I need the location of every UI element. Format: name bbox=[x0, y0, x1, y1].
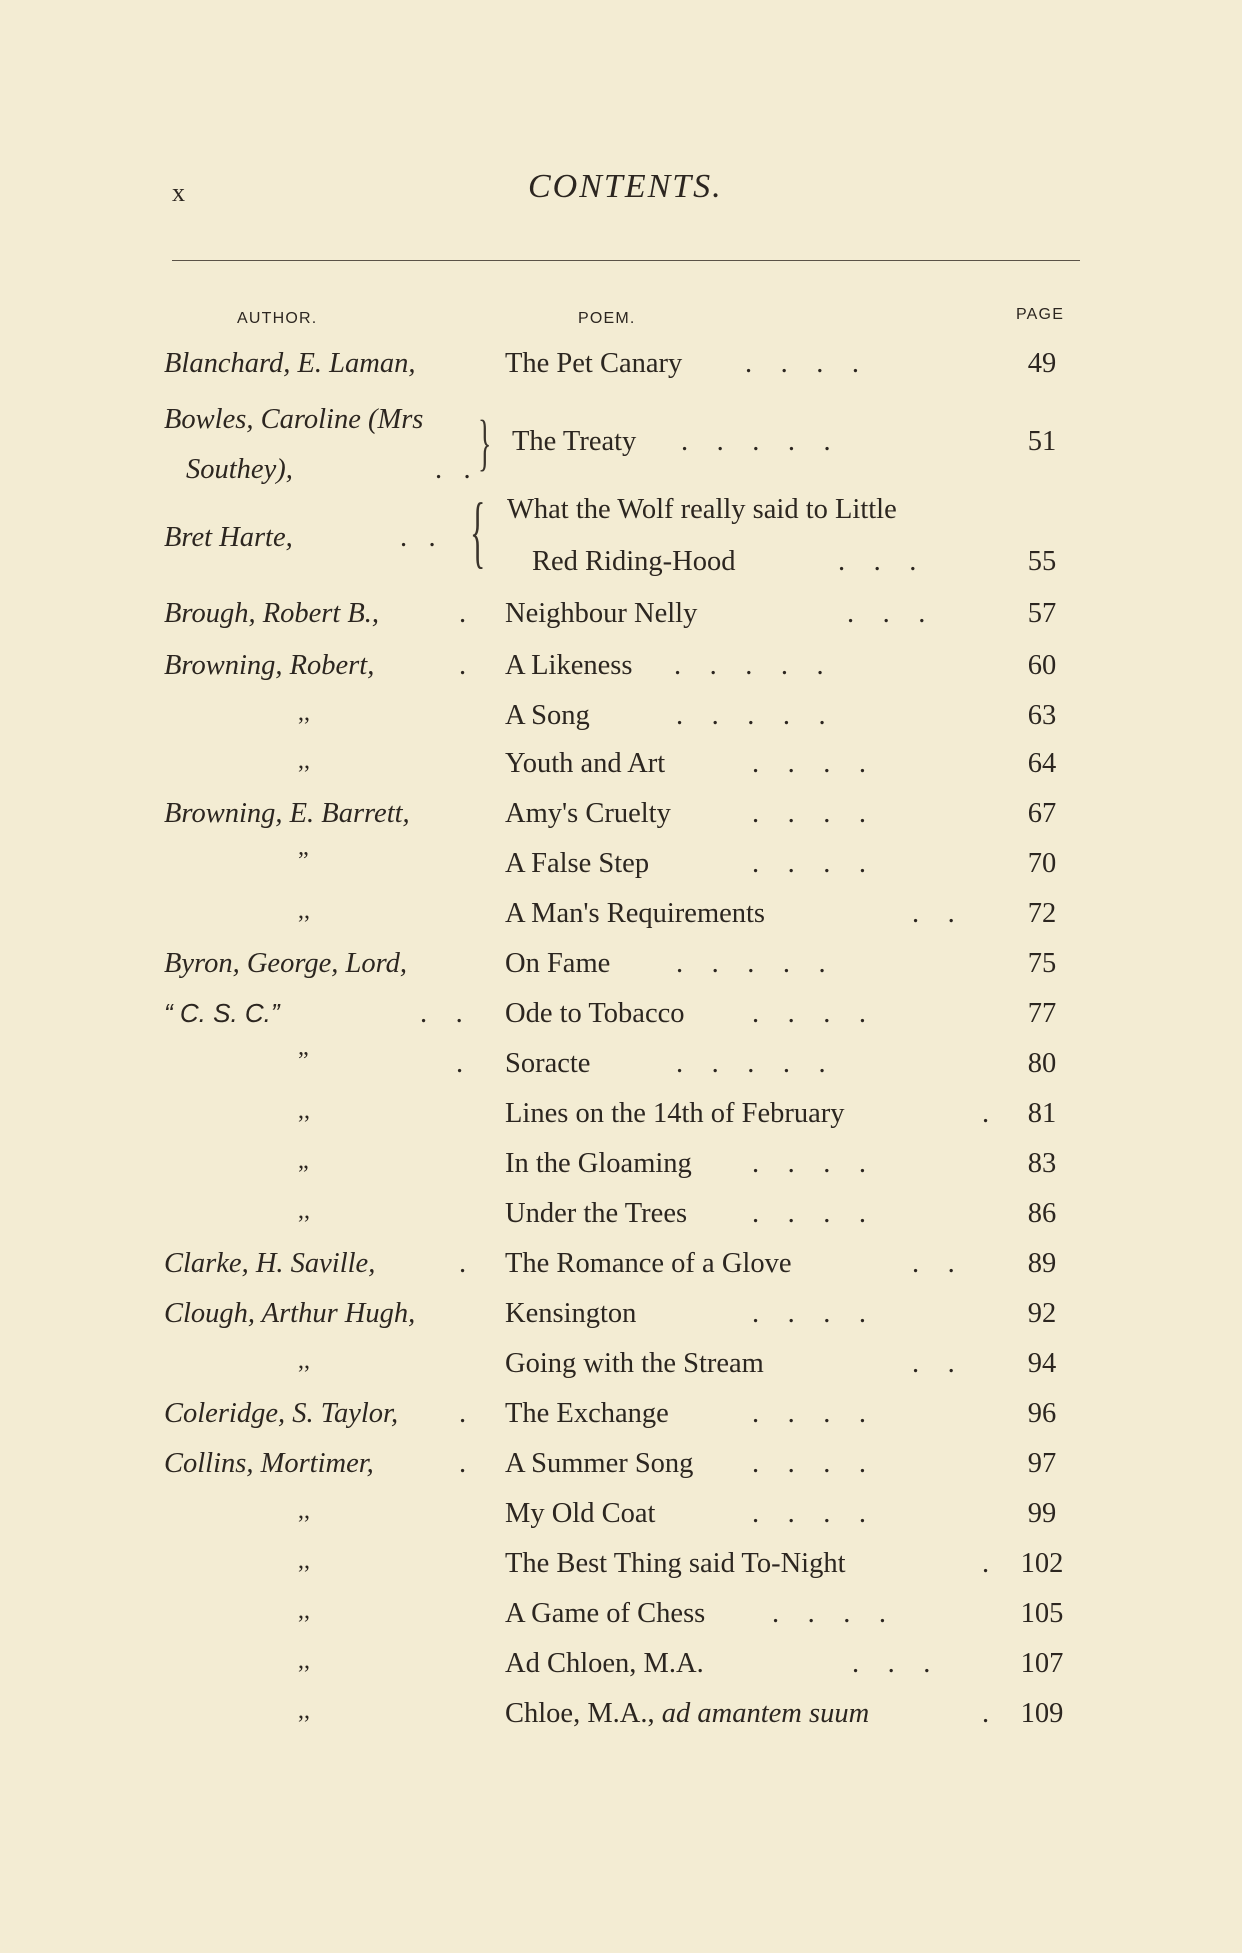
entry-poem bbox=[505, 1698, 869, 1730]
leader-dots: . . . . bbox=[772, 1598, 886, 1629]
entry-page: 77 bbox=[1027, 998, 1057, 1029]
toc-entry bbox=[0, 998, 1242, 1048]
entry-poem: Amy's Cruelty bbox=[505, 798, 671, 829]
column-header-author: AUTHOR. bbox=[237, 310, 318, 327]
toc-entry bbox=[0, 1298, 1242, 1348]
leader-dots: . . bbox=[435, 454, 471, 485]
entry-poem: A Man's Requirements bbox=[505, 898, 766, 929]
leader-dots: . . . . bbox=[752, 1498, 866, 1529]
ditto-mark: ,, bbox=[298, 1198, 310, 1224]
leader-dots: . . . . . bbox=[676, 948, 826, 979]
entry-author: Clarke, H. Saville, bbox=[164, 1248, 376, 1279]
entry-author: Browning, Robert, bbox=[164, 650, 375, 681]
entry-author: Byron, George, Lord, bbox=[164, 948, 408, 979]
leader-dots: . . . bbox=[838, 546, 917, 577]
entry-page: 60 bbox=[1027, 650, 1057, 681]
toc-entry bbox=[0, 700, 1242, 750]
entry-poem: A False Step bbox=[505, 848, 650, 879]
ditto-mark: „ bbox=[298, 1148, 309, 1174]
brace-mark: } bbox=[478, 409, 492, 477]
entry-poem: What the Wolf really said to Little bbox=[507, 494, 897, 525]
leader-dots: . . . . bbox=[752, 798, 866, 829]
toc-entry bbox=[0, 798, 1242, 848]
leader-dots: . . . . bbox=[752, 848, 866, 879]
leader-dots: . . bbox=[912, 1248, 955, 1279]
toc-entry bbox=[0, 488, 1242, 584]
ditto-mark: ,, bbox=[298, 1098, 310, 1124]
entry-poem: Ode to Tobacco bbox=[505, 998, 685, 1029]
page-folio: x bbox=[172, 178, 185, 207]
entry-poem: Soracte bbox=[505, 1048, 591, 1079]
column-header-poem: POEM. bbox=[578, 310, 636, 327]
entry-poem: The Treaty bbox=[512, 426, 637, 457]
entry-page: 83 bbox=[1027, 1148, 1057, 1179]
entry-page: 105 bbox=[1020, 1598, 1064, 1629]
entry-page: 51 bbox=[1027, 426, 1057, 457]
entry-poem-title: Chloe, M.A., bbox=[505, 1698, 655, 1729]
entry-poem: The Pet Canary bbox=[505, 348, 683, 379]
entry-poem: In the Gloaming bbox=[505, 1148, 692, 1179]
leader-dots: . . . . bbox=[752, 1398, 866, 1429]
leader-dots: . . . . bbox=[752, 998, 866, 1029]
ditto-mark: ” bbox=[298, 848, 309, 874]
ditto-mark: ,, bbox=[298, 1348, 310, 1374]
entry-poem: The Exchange bbox=[505, 1398, 669, 1429]
toc-entry bbox=[0, 898, 1242, 948]
entry-page: 89 bbox=[1027, 1248, 1057, 1279]
toc-entry bbox=[0, 598, 1242, 648]
leader-dots: . bbox=[459, 1248, 467, 1279]
toc-entry bbox=[0, 1348, 1242, 1398]
leader-dots: . . . . bbox=[752, 748, 866, 779]
toc-entry bbox=[0, 404, 1242, 484]
entry-poem: Youth and Art bbox=[505, 748, 666, 779]
entry-author: Bret Harte, bbox=[164, 522, 293, 553]
entry-poem: Kensington bbox=[505, 1298, 637, 1329]
entry-page: 64 bbox=[1027, 748, 1057, 779]
entry-page: 92 bbox=[1027, 1298, 1057, 1329]
ditto-mark: ,, bbox=[298, 748, 310, 774]
leader-dots: . . . . . bbox=[676, 700, 826, 731]
toc-entry bbox=[0, 848, 1242, 898]
entry-page: 80 bbox=[1027, 1048, 1057, 1079]
entry-author: Coleridge, S. Taylor, bbox=[164, 1398, 399, 1429]
entry-page: 70 bbox=[1027, 848, 1057, 879]
entry-author: Brough, Robert B., bbox=[164, 598, 380, 629]
entry-page: 97 bbox=[1027, 1448, 1057, 1479]
entry-page: 63 bbox=[1027, 700, 1057, 731]
entry-author: “ C. S. C.” bbox=[164, 998, 280, 1028]
toc-entry bbox=[0, 1698, 1242, 1748]
ditto-mark: ,, bbox=[298, 1548, 310, 1574]
leader-dots: . bbox=[459, 1398, 467, 1429]
ditto-mark: ,, bbox=[298, 1598, 310, 1624]
entry-poem: A Likeness bbox=[505, 650, 633, 681]
entry-author: Bowles, Caroline (Mrs bbox=[164, 404, 424, 435]
leader-dots: . . . . bbox=[752, 1448, 866, 1479]
entry-poem: My Old Coat bbox=[505, 1498, 656, 1529]
entry-page: 96 bbox=[1027, 1398, 1057, 1429]
leader-dots: . bbox=[459, 1448, 467, 1479]
ditto-mark: ,, bbox=[298, 1498, 310, 1524]
ditto-mark: ,, bbox=[298, 1698, 310, 1724]
leader-dots: . . bbox=[420, 998, 463, 1029]
entry-poem: The Best Thing said To-Night bbox=[505, 1548, 846, 1579]
toc-entry bbox=[0, 1148, 1242, 1198]
leader-dots: . . bbox=[912, 1348, 955, 1379]
leader-dots: . . . . bbox=[752, 1298, 866, 1329]
entry-page: 102 bbox=[1020, 1548, 1064, 1579]
leader-dots: . bbox=[456, 1048, 464, 1079]
toc-entry bbox=[0, 1498, 1242, 1548]
entry-poem: Lines on the 14th of February bbox=[505, 1098, 845, 1129]
entry-author: Browning, E. Barrett, bbox=[164, 798, 410, 829]
entry-page: 109 bbox=[1020, 1698, 1064, 1729]
toc-entry bbox=[0, 1248, 1242, 1298]
leader-dots: . . . bbox=[852, 1648, 931, 1679]
toc-entry bbox=[0, 1648, 1242, 1698]
ditto-mark: ,, bbox=[298, 700, 310, 726]
leader-dots: . . . . . bbox=[674, 650, 824, 681]
leader-dots: . bbox=[982, 1698, 990, 1729]
brace-mark: { bbox=[470, 488, 486, 576]
entry-page: 55 bbox=[1027, 546, 1057, 577]
leader-dots: . . . . . bbox=[681, 426, 831, 457]
leader-dots: . bbox=[459, 650, 467, 681]
entry-page: 99 bbox=[1027, 1498, 1057, 1529]
toc-entry bbox=[0, 1598, 1242, 1648]
entry-poem: Ad Chloen, M.A. bbox=[505, 1648, 704, 1679]
entry-poem-italic: ad amantem suum bbox=[661, 1698, 870, 1729]
entry-author: Collins, Mortimer, bbox=[164, 1448, 374, 1479]
leader-dots: . . bbox=[912, 898, 955, 929]
leader-dots: . . . . bbox=[745, 348, 859, 379]
entry-page: 94 bbox=[1027, 1348, 1057, 1379]
ditto-mark: ” bbox=[298, 1048, 309, 1074]
toc-entry bbox=[0, 1448, 1242, 1498]
entry-poem: Going with the Stream bbox=[505, 1348, 764, 1379]
entry-page: 72 bbox=[1027, 898, 1057, 929]
entry-poem: A Game of Chess bbox=[505, 1598, 706, 1629]
entry-page: 49 bbox=[1027, 348, 1057, 379]
entry-poem: On Fame bbox=[505, 948, 611, 979]
leader-dots: . . . . . bbox=[676, 1048, 826, 1079]
ditto-mark: ,, bbox=[298, 898, 310, 924]
toc-entry bbox=[0, 1198, 1242, 1248]
entry-page: 81 bbox=[1027, 1098, 1057, 1129]
leader-dots: . bbox=[982, 1548, 990, 1579]
leader-dots: . bbox=[982, 1098, 990, 1129]
toc-entry bbox=[0, 948, 1242, 998]
entry-author-continued: Southey), bbox=[186, 454, 293, 485]
toc-entry bbox=[0, 1548, 1242, 1598]
page-title: CONTENTS. bbox=[528, 168, 723, 205]
toc-entry bbox=[0, 1398, 1242, 1448]
toc-entry bbox=[0, 748, 1242, 798]
leader-dots: . . . bbox=[847, 598, 926, 629]
leader-dots: . . bbox=[400, 522, 436, 553]
entry-poem: A Summer Song bbox=[505, 1448, 694, 1479]
entry-poem-continued: Red Riding-Hood bbox=[532, 546, 736, 577]
column-header-page: PAGE bbox=[1016, 306, 1065, 323]
entry-page: 75 bbox=[1027, 948, 1057, 979]
entry-author: Blanchard, E. Laman, bbox=[164, 348, 416, 379]
ditto-mark: ,, bbox=[298, 1648, 310, 1674]
leader-dots: . . . . bbox=[752, 1148, 866, 1179]
entry-poem: A Song bbox=[505, 700, 590, 731]
leader-dots: . . . . bbox=[752, 1198, 866, 1229]
toc-entry bbox=[0, 650, 1242, 700]
toc-entry bbox=[0, 1048, 1242, 1098]
entry-author: Clough, Arthur Hugh, bbox=[164, 1298, 416, 1329]
leader-dots: . bbox=[459, 598, 467, 629]
entry-page: 107 bbox=[1020, 1648, 1064, 1679]
entry-page: 86 bbox=[1027, 1198, 1057, 1229]
toc-entry bbox=[0, 348, 1242, 398]
entry-poem: Neighbour Nelly bbox=[505, 598, 698, 629]
entry-poem: Under the Trees bbox=[505, 1198, 688, 1229]
toc-entry bbox=[0, 1098, 1242, 1148]
entry-page: 67 bbox=[1027, 798, 1057, 829]
entry-page: 57 bbox=[1027, 598, 1057, 629]
entry-poem: The Romance of a Glove bbox=[505, 1248, 792, 1279]
header-rule bbox=[172, 260, 1080, 261]
